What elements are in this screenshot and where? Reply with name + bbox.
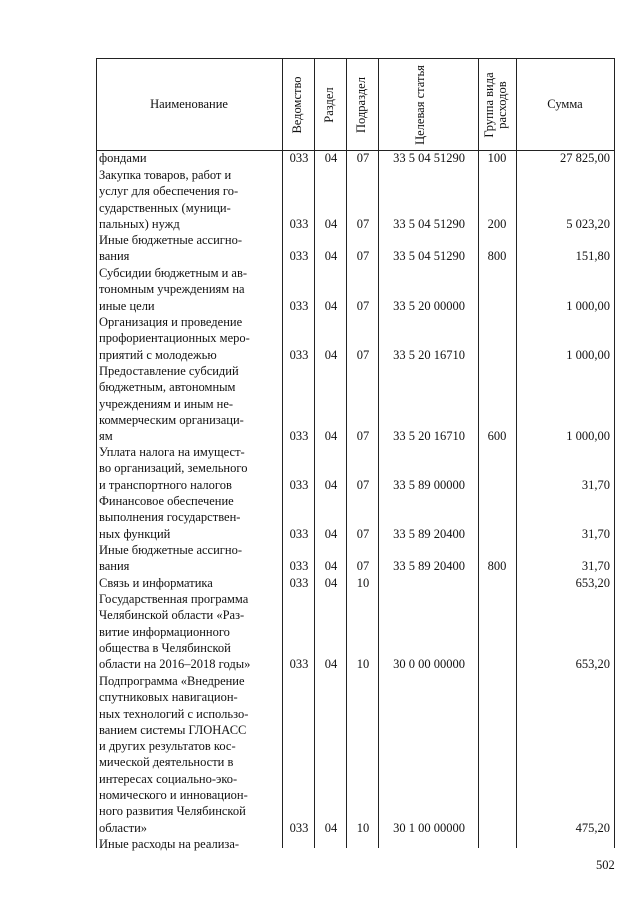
row-summa: 31,70 <box>581 477 610 492</box>
row-gruppa: 800 <box>487 559 507 574</box>
row-name-line: Уплата налога на имущест- <box>99 445 245 459</box>
row-summa: 653,20 <box>575 576 610 590</box>
row-celevaya: 30 0 00 00000 <box>393 657 465 672</box>
table-right-border <box>614 58 615 848</box>
row-name-line: Иные бюджетные ассигно- <box>99 233 243 247</box>
row-vedomstvo: 033 <box>289 429 309 444</box>
row-name-line: вания <box>99 249 130 264</box>
row-podrazdel: 07 <box>356 249 370 264</box>
row-celevaya: 33 5 89 20400 <box>393 559 465 574</box>
row-razdel: 04 <box>324 347 338 362</box>
row-name-line: интересах социально-эко- <box>99 771 238 786</box>
row-name <box>99 314 279 363</box>
row-vedomstvo: 033 <box>289 249 309 264</box>
row-name <box>99 591 279 672</box>
row-summa: 151,80 <box>575 249 610 264</box>
row-name-line: тономным учреждениям на <box>99 282 245 297</box>
row-name-line: Организация и проведение <box>99 315 243 329</box>
row-name-line: иные цели <box>99 298 155 313</box>
row-summa: 475,20 <box>575 820 610 835</box>
row-name-line: Связь и информатика <box>99 576 213 590</box>
row-razdel: 04 <box>324 429 338 444</box>
row-celevaya: 33 5 04 51290 <box>393 249 465 264</box>
row-name <box>99 542 279 575</box>
row-summa: 1 000,00 <box>566 347 610 362</box>
row-summa: 5 023,20 <box>566 216 610 231</box>
row-name-line: Подпрограмма «Внедрение <box>99 674 245 688</box>
row-vedomstvo: 033 <box>289 526 309 541</box>
row-name-line: пальных) нужд <box>99 216 180 231</box>
row-razdel: 04 <box>324 151 338 165</box>
row-name-line: ных функций <box>99 526 171 541</box>
row-name-line: Иные расходы на реализа- <box>99 837 240 851</box>
row-celevaya: 33 5 89 00000 <box>393 477 465 492</box>
row-name-line: фондами <box>99 151 147 165</box>
row-name-line: ных технологий с использо- <box>99 706 249 721</box>
row-name-line: Субсидии бюджетным и ав- <box>99 266 248 280</box>
row-razdel: 04 <box>324 820 338 835</box>
row-podrazdel: 07 <box>356 477 370 492</box>
row-gruppa: 600 <box>487 429 507 444</box>
row-name-line: ного развития Челябинской <box>99 804 246 819</box>
row-vedomstvo: 033 <box>289 298 309 313</box>
row-celevaya: 33 5 20 16710 <box>393 347 465 362</box>
row-name-line: коммерческим организаци- <box>99 412 244 427</box>
row-podrazdel: 07 <box>356 526 370 541</box>
row-celevaya: 33 5 89 20400 <box>393 526 465 541</box>
column-divider <box>478 58 479 848</box>
row-summa: 1 000,00 <box>566 429 610 444</box>
row-podrazdel: 07 <box>356 298 370 313</box>
row-name-line: ям <box>99 429 113 444</box>
row-vedomstvo: 033 <box>289 477 309 492</box>
row-razdel: 04 <box>324 298 338 313</box>
row-name <box>99 232 279 265</box>
row-name-line: и транспортного налогов <box>99 477 232 492</box>
row-celevaya: 33 5 20 16710 <box>393 429 465 444</box>
row-vedomstvo: 033 <box>289 657 309 672</box>
row-razdel: 04 <box>324 249 338 264</box>
row-name-line: и других результатов кос- <box>99 739 236 754</box>
column-divider <box>314 58 315 848</box>
row-name-line: мической деятельности в <box>99 755 234 770</box>
page-number: 502 <box>596 858 615 872</box>
row-razdel: 04 <box>324 657 338 672</box>
row-name-line: Закупка товаров, работ и <box>99 168 232 182</box>
header-summa: Сумма <box>547 97 583 111</box>
row-vedomstvo: 033 <box>289 216 309 231</box>
row-name-line: Челябинской области «Раз- <box>99 608 245 623</box>
row-name <box>99 265 279 314</box>
row-name-line: выполнения государствен- <box>99 510 241 525</box>
header-name: Наименование <box>150 97 228 111</box>
row-razdel: 04 <box>324 477 338 492</box>
row-summa: 1 000,00 <box>566 298 610 313</box>
row-name-line: услуг для обеспечения го- <box>99 184 239 199</box>
row-name <box>99 493 279 542</box>
row-razdel: 04 <box>324 559 338 574</box>
header-celevaya: Целевая статья <box>413 65 427 145</box>
row-podrazdel: 10 <box>356 820 370 835</box>
row-name <box>99 363 279 444</box>
row-name-line: ванием системы ГЛОНАСС <box>99 722 247 737</box>
header-gruppa: Группа вида расходов <box>482 72 509 138</box>
table-top-border <box>96 58 614 59</box>
column-divider <box>282 58 283 848</box>
header-podrazdel: Подраздел <box>354 77 368 133</box>
row-summa: 27 825,00 <box>560 151 610 165</box>
row-name-line: общества в Челябинской <box>99 640 231 655</box>
row-podrazdel: 10 <box>356 576 370 590</box>
row-celevaya: 30 1 00 00000 <box>393 820 465 835</box>
row-razdel: 04 <box>324 576 338 590</box>
row-vedomstvo: 033 <box>289 559 309 574</box>
row-name-line: во организаций, земельного <box>99 461 248 476</box>
row-vedomstvo: 033 <box>289 347 309 362</box>
row-vedomstvo: 033 <box>289 820 309 835</box>
row-name-line: профориентационных меро- <box>99 331 250 346</box>
row-name <box>99 575 279 591</box>
row-name <box>99 150 279 166</box>
row-name-line: Финансовое обеспечение <box>99 494 234 508</box>
row-name-line: области» <box>99 820 148 835</box>
row-name <box>99 836 279 852</box>
row-name <box>99 444 279 493</box>
row-razdel: 04 <box>324 216 338 231</box>
row-name-line: витие информационного <box>99 624 230 639</box>
row-name <box>99 673 279 836</box>
row-podrazdel: 07 <box>356 347 370 362</box>
column-divider <box>346 58 347 848</box>
row-celevaya: 33 5 04 51290 <box>393 151 465 165</box>
row-vedomstvo: 033 <box>289 576 309 590</box>
row-name-line: бюджетным, автономным <box>99 380 236 395</box>
row-podrazdel: 07 <box>356 216 370 231</box>
row-name-line: спутниковых навигацион- <box>99 690 238 705</box>
row-podrazdel: 07 <box>356 559 370 574</box>
row-name-line: области на 2016–2018 годы» <box>99 657 251 672</box>
row-gruppa: 200 <box>487 216 507 231</box>
row-name-line: вания <box>99 559 130 574</box>
row-name-line: Иные бюджетные ассигно- <box>99 543 243 557</box>
row-podrazdel: 07 <box>356 151 370 165</box>
header-razdel: Раздел <box>322 87 336 123</box>
row-name-line: приятий с молодежью <box>99 347 217 362</box>
row-gruppa: 100 <box>487 151 507 165</box>
header-vedomstvo: Ведомство <box>290 76 304 134</box>
column-divider <box>378 58 379 848</box>
row-summa: 31,70 <box>581 526 610 541</box>
row-vedomstvo: 033 <box>289 151 309 165</box>
column-divider <box>516 58 517 848</box>
row-podrazdel: 10 <box>356 657 370 672</box>
row-celevaya: 33 5 04 51290 <box>393 216 465 231</box>
row-razdel: 04 <box>324 526 338 541</box>
row-celevaya: 33 5 20 00000 <box>393 298 465 313</box>
row-name-line: номического и инновацион- <box>99 788 248 803</box>
row-summa: 31,70 <box>581 559 610 574</box>
row-name-line: сударственных (муници- <box>99 200 231 215</box>
table-left-border <box>96 58 97 848</box>
row-podrazdel: 07 <box>356 429 370 444</box>
row-summa: 653,20 <box>575 657 610 672</box>
row-name-line: Государственная программа <box>99 592 249 606</box>
row-name <box>99 167 279 232</box>
row-name-line: Предоставление субсидий <box>99 364 239 378</box>
row-name-line: учреждениям и иным не- <box>99 396 234 411</box>
row-gruppa: 800 <box>487 249 507 264</box>
